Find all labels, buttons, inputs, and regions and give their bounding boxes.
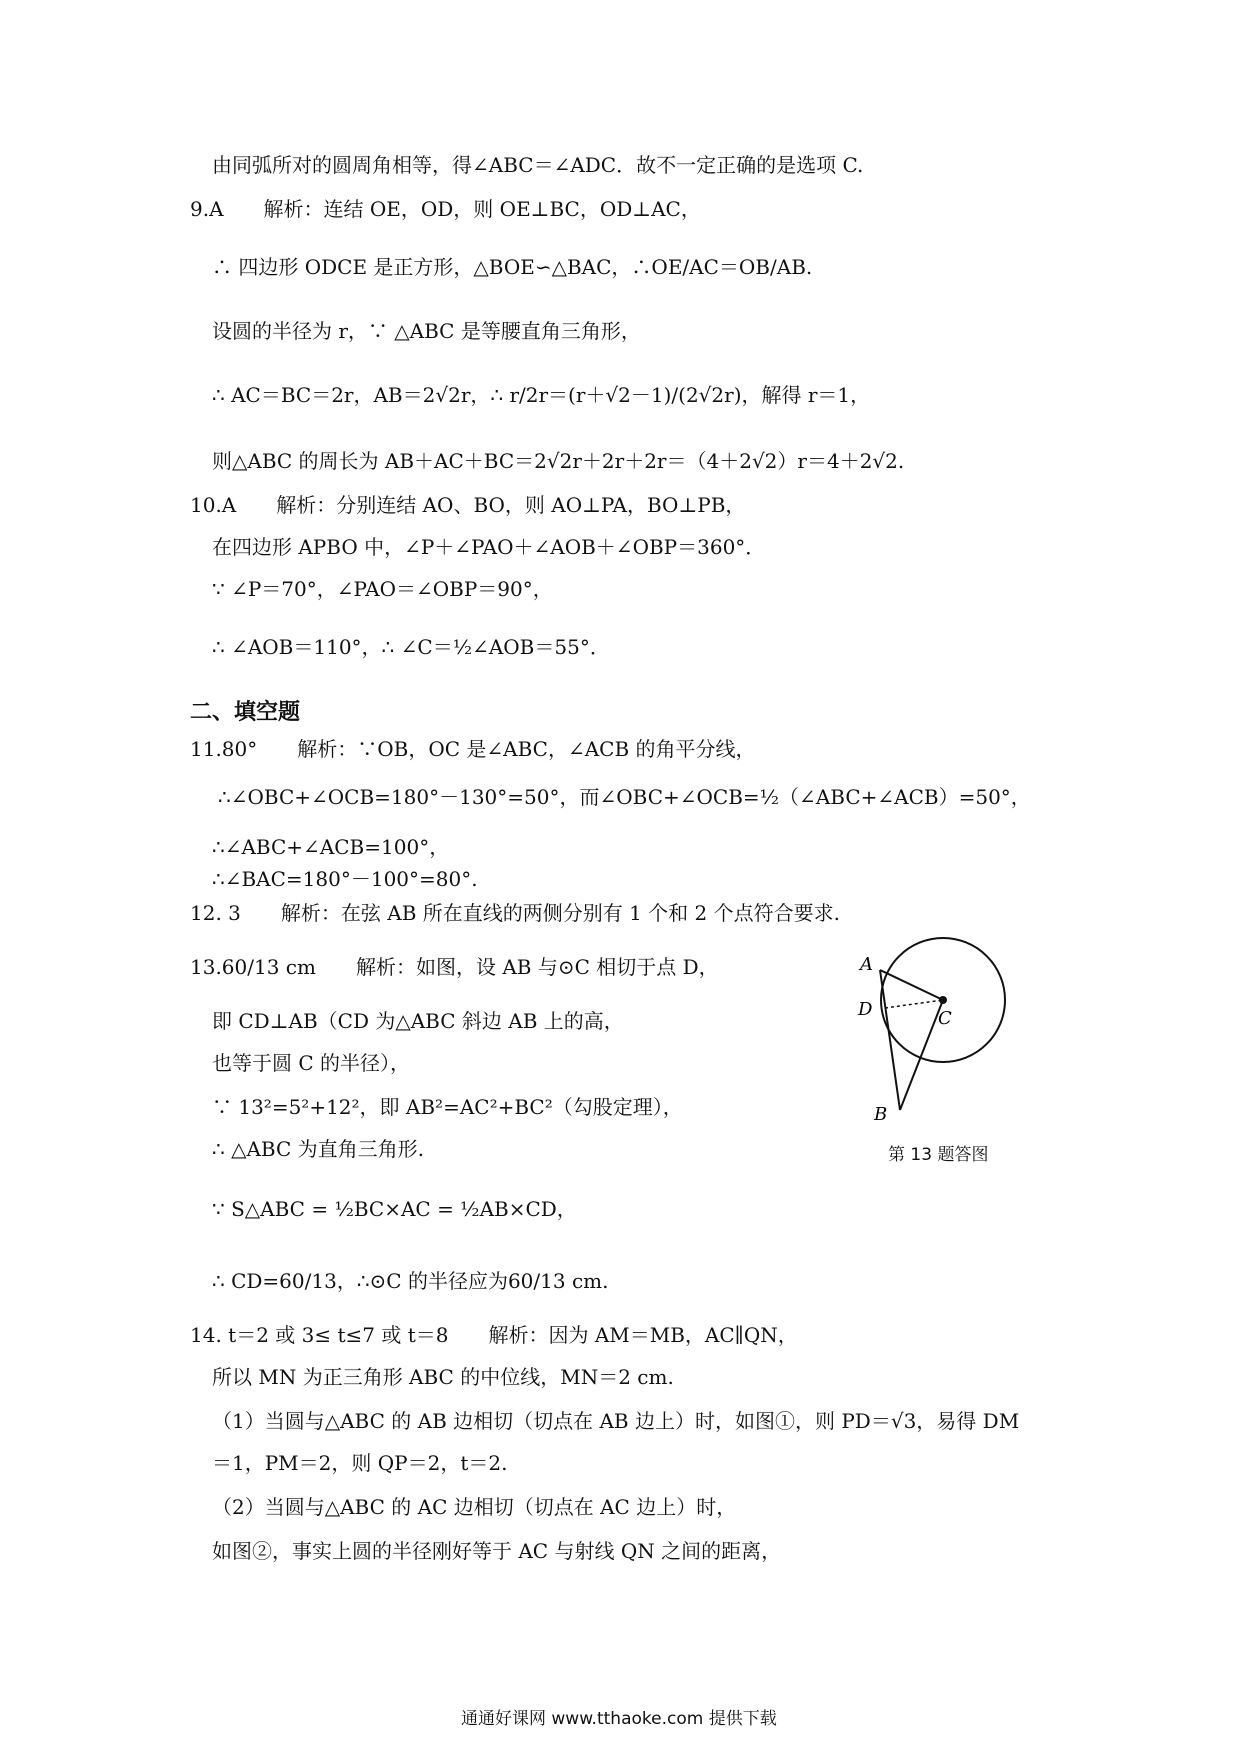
text-line: ∴∠BAC=180°－100°=80°. bbox=[212, 867, 478, 891]
figure-13-diagram bbox=[840, 930, 1020, 1130]
text-line: ∴ 四边形 ODCE 是正方形，△BOE∽△BAC，∴OE/AC＝OB/AB. bbox=[212, 255, 813, 279]
text-line: 设圆的半径为 r，∵ △ABC 是等腰直角三角形， bbox=[212, 319, 641, 343]
text-line: 则△ABC 的周长为 AB＋AC＋BC＝2√2r＋2r＋2r＝（4＋2√2）r＝4＋2√2. bbox=[212, 449, 905, 473]
text-line: （1）当圆与△ABC 的 AB 边相切（切点在 AB 边上）时，如图①，则 PD＝√3，易得 DM bbox=[212, 1409, 1020, 1433]
segment-cd bbox=[885, 1000, 943, 1008]
text-line: ∴ AC＝BC＝2r，AB＝2√2r，∴ r/2r＝(r＋√2－1)/(2√2r)，解得 r＝1， bbox=[212, 383, 871, 407]
label-a: A bbox=[860, 954, 873, 975]
text-line: 由同弧所对的圆周角相等，得∠ABC＝∠ADC．故不一定正确的是选项 C. bbox=[212, 153, 864, 177]
text-line: 所以 MN 为正三角形 ABC 的中位线，MN＝2 cm. bbox=[212, 1365, 674, 1389]
text-line: 即 CD⊥AB（CD 为△ABC 斜边 AB 上的高， bbox=[212, 1009, 624, 1033]
segment-bc bbox=[900, 1000, 943, 1110]
segment-ac bbox=[880, 970, 943, 1000]
label-b: B bbox=[874, 1104, 888, 1125]
text-line: ∵ ∠P＝70°，∠PAO＝∠OBP＝90°， bbox=[212, 577, 553, 601]
answer-14-header: 14. t＝2 或 3≤ t≤7 或 t＝8 解析：因为 AM＝MB，AC∥QN， bbox=[190, 1323, 798, 1347]
text-line: ＝1，PM＝2，则 QP＝2，t＝2. bbox=[212, 1451, 508, 1475]
text-line: ∴ ∠AOB＝110°，∴ ∠C＝½∠AOB＝55°． bbox=[212, 635, 610, 659]
text-line: ∵ 13²=5²+12²，即 AB²=AC²+BC²（勾股定理）， bbox=[212, 1095, 683, 1119]
text-line: 也等于圆 C 的半径）， bbox=[212, 1051, 411, 1075]
text-line: （2）当圆与△ABC 的 AC 边相切（切点在 AC 边上）时， bbox=[212, 1495, 737, 1519]
text-line: 在四边形 APBO 中，∠P＋∠PAO＋∠AOB＋∠OBP＝360°． bbox=[212, 535, 766, 559]
text-line: ∴ △ABC 为直角三角形. bbox=[212, 1137, 424, 1161]
text-line: ∴∠OBC+∠OCB=180°－130°=50°，而∠OBC+∠OCB=½（∠ABC+∠ACB）=50°， bbox=[218, 785, 1031, 809]
text-line: 如图②，事实上圆的半径刚好等于 AC 与射线 QN 之间的距离， bbox=[212, 1539, 782, 1563]
answer-10-header: 10.A 解析：分别连结 AO、BO，则 AO⊥PA，BO⊥PB， bbox=[190, 493, 746, 517]
text-line: ∴∠ABC+∠ACB=100°， bbox=[212, 835, 450, 859]
label-c: C bbox=[938, 1008, 952, 1029]
answer-13-header: 13.60/13 cm 解析：如图，设 AB 与⊙C 相切于点 D， bbox=[190, 955, 719, 979]
figure-caption: 第 13 题答图 bbox=[888, 1145, 989, 1165]
answer-12-header: 12. 3 解析：在弦 AB 所在直线的两侧分别有 1 个和 2 个点符合要求. bbox=[190, 901, 840, 925]
segment-ab bbox=[880, 970, 900, 1110]
text-line: ∴ CD=60/13，∴⊙C 的半径应为60/13 cm. bbox=[212, 1269, 609, 1293]
answer-11-header: 11.80° 解析：∵OB，OC 是∠ABC，∠ACB 的角平分线， bbox=[190, 737, 756, 761]
section-title: 二、填空题 bbox=[190, 700, 301, 725]
center-point bbox=[939, 996, 947, 1004]
answer-9-header: 9.A 解析：连结 OE，OD，则 OE⊥BC，OD⊥AC， bbox=[190, 197, 701, 221]
label-d: D bbox=[858, 999, 873, 1020]
text-line: ∵ S△ABC = ½BC×AC = ½AB×CD， bbox=[212, 1197, 577, 1221]
page-footer: 通通好课网 www.tthaoke.com 提供下载 bbox=[461, 1709, 777, 1729]
